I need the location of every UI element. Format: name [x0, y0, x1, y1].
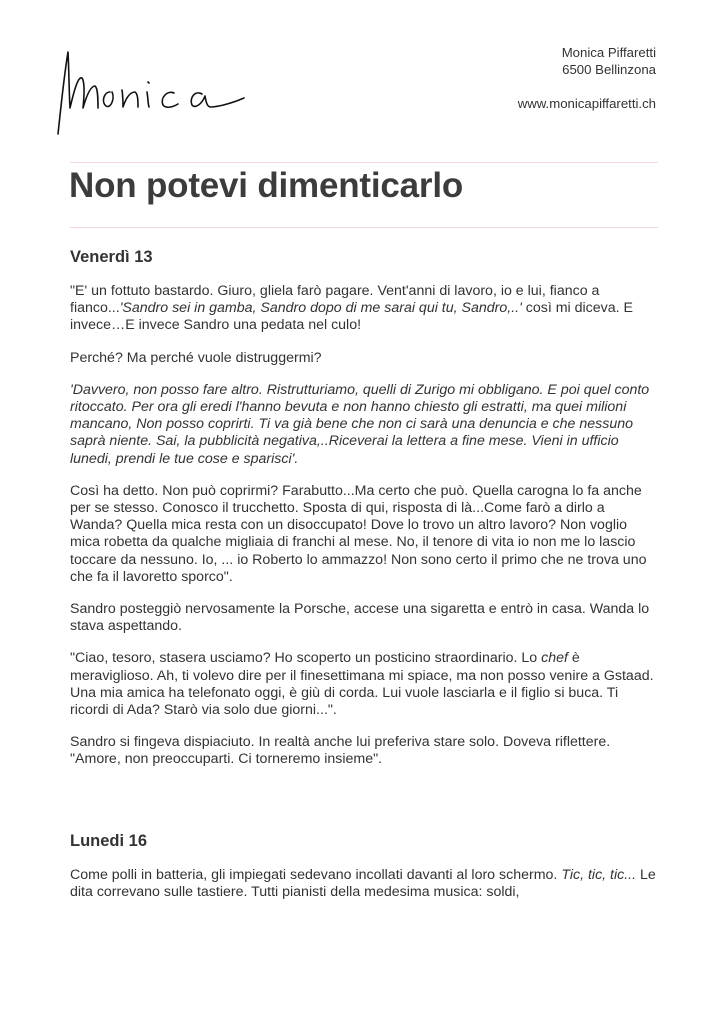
paragraph: Come polli in batteria, gli impiegati sedevano incollati davanti al loro schermo. Tic, tic, tic... Le dita correvano sulle tastiere. Tutti pianisti della medesima musica: soldi, [70, 866, 656, 900]
paragraph: Così ha detto. Non può coprirmi? Farabutto...Ma certo che può. Quella carogna lo fa anche per se stesso. Conosco il trucchetto. Sposta di qui, risposta di là...Come farò a dirlo a Wanda? Quella mica resta con un disoccupato! Dove lo trovo un altro lavoro? Non voglio mica robetta da qualche migliaia di franchi al mese. No, il tenore di vita io non me lo lascio toccare da nessuno. Io, ... io Roberto lo ammazzo! Non sono certo il primo che ne trova uno che fa il lavoretto sporco". [70, 482, 647, 585]
paragraph-italic: 'Davvero, non posso fare altro. Ristrutturiamo, quelli di Zurigo mi obbligano. E poi quel conto ritoccato. Per ora gli eredi l'hanno bevuta e non hanno chiesto gli estratti, ma quei milioni mancano, Non posso coprirti. Ti va già bene che non ci sarà una denuncia e che nessuno saprà niente. Sai, la pubblicità negativa,..Riceverai la lettera a fine mese. Vieni in ufficio lunedi, prendi le tue cose e sparisci'. [70, 381, 650, 467]
monica-signature-logo [52, 46, 252, 138]
divider-bottom [70, 227, 658, 228]
contact-block [518, 44, 656, 112]
page-title: Non potevi dimenticarlo [69, 166, 464, 205]
divider-top [70, 162, 658, 163]
paragraph: Sandro posteggiò nervosamente la Porsche, accese una sigaretta e entrò in casa. Wanda lo stava aspettando. [70, 601, 650, 635]
paragraph: Sandro si fingeva dispiaciuto. In realtà anche lui preferiva stare solo. Doveva riflettere. "Amore, non preoccuparti. Ci torneremo insieme". [70, 734, 611, 768]
paragraph: Perché? Ma perché vuole distruggermi? [70, 349, 322, 366]
author-name: Monica Piffaretti [561, 45, 656, 60]
paragraph: "Ciao, tesoro, stasera usciamo? Ho scoperto un posticino straordinario. Lo chef è meraviglioso. Ah, ti volevo dire per il finesettimana mi spiace, ma non posso venire a Gstaad. Una mia amica ha telefonato oggi, è giù di corda. Lui vuole lasciarla e il figlio si buca. Ti ricordi di Ada? Starò via solo due giorni...". [70, 650, 654, 719]
section-heading-lunedi: Lunedi 16 [70, 831, 148, 850]
website-link[interactable]: www.monicapiffaretti.ch [517, 96, 656, 111]
paragraph: "E' un fottuto bastardo. Giuro, gliela farò pagare. Vent'anni di lavoro, io e lui, fianco a fianco...'Sandro sei in gamba, Sandro dopo di me sarai qui tu, Sandro,..' così mi diceva. E invece…E invece Sandro una pedata nel culo! [70, 283, 633, 334]
section-heading-venerdi: Venerdì 13 [70, 248, 153, 266]
story-body [70, 246, 660, 916]
author-city: 6500 Bellinzona [562, 62, 656, 77]
